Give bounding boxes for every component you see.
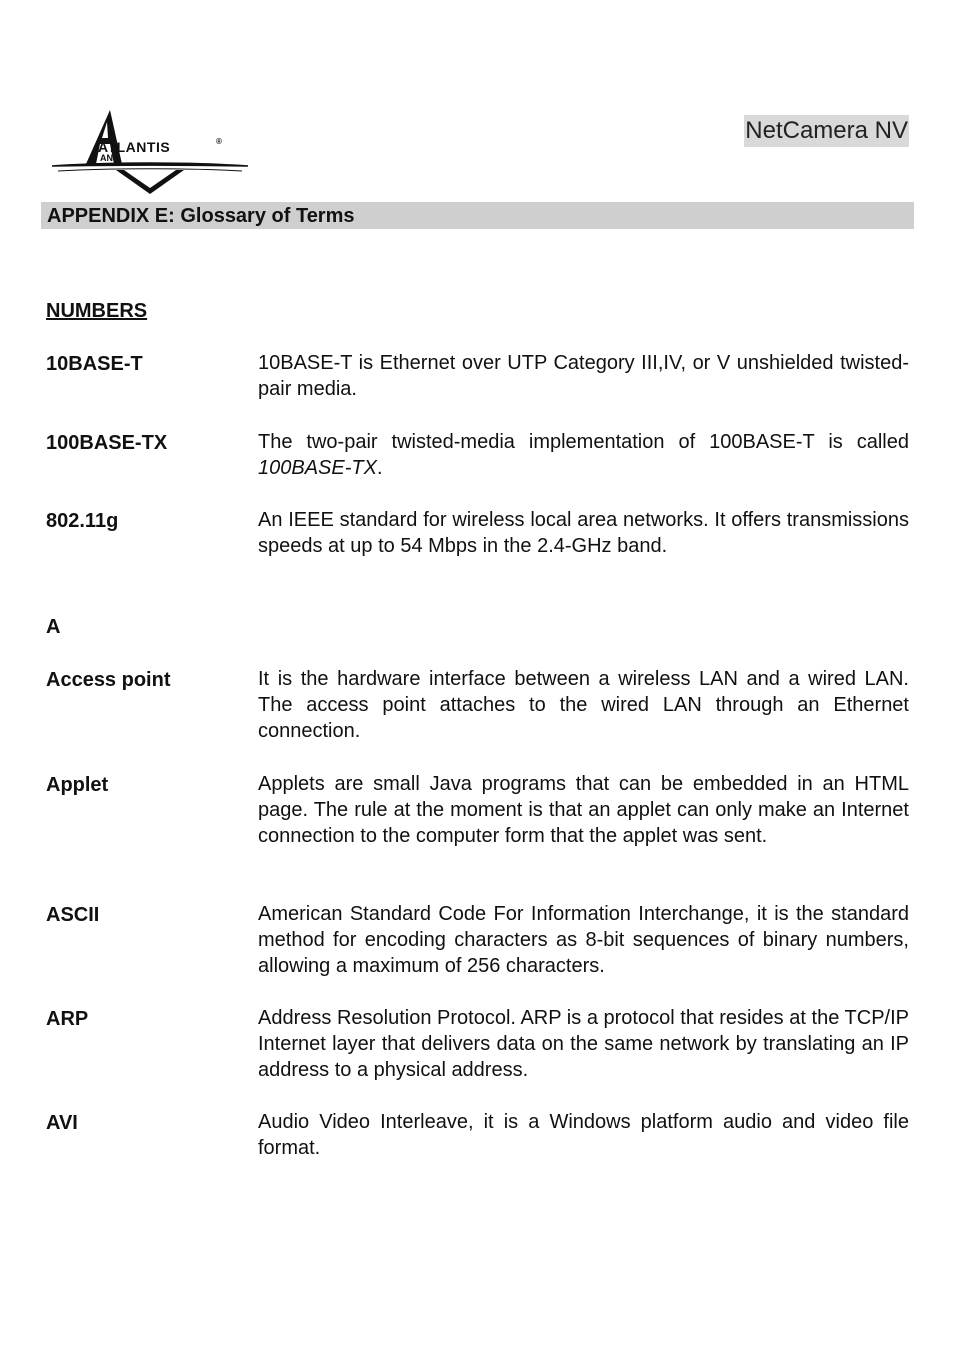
- definition-emphasis: 100BASE-TX: [258, 457, 377, 479]
- definition-text: The two-pair twisted-media implementation of 100BASE-T is called: [258, 431, 909, 453]
- section-heading-a: A: [46, 616, 61, 638]
- glossary-definition: It is the hardware interface between a wireless LAN and a wired LAN. The access point attaches to the wired LAN through an Ethernet connection.: [258, 668, 909, 742]
- glossary-definition: 10BASE-T is Ethernet over UTP Category III,IV, or V unshielded twisted-pair media.: [258, 352, 909, 400]
- appendix-title-bar: [41, 202, 914, 229]
- glossary-definition: Address Resolution Protocol. ARP is a protocol that resides at the TCP/IP Internet layer that delivers data on the same network by translating an IP address to a physical address.: [258, 1007, 909, 1081]
- glossary-definition: Audio Video Interleave, it is a Windows platform audio and video file format.: [258, 1111, 909, 1159]
- product-name: NetCamera NV: [744, 115, 909, 147]
- glossary-term: 802.11g: [46, 510, 119, 532]
- glossary-term: Applet: [46, 774, 109, 796]
- glossary-definition: [258, 429, 909, 481]
- section-heading-numbers: NUMBERS: [46, 300, 148, 322]
- logo-text: ATLANTIS: [98, 139, 171, 155]
- glossary-definition: An IEEE standard for wireless local area networks. It offers transmissions speeds at up to 54 Mbps in the 2.4-GHz band.: [258, 509, 909, 557]
- glossary-term: Access point: [46, 669, 171, 691]
- glossary-definition: Applets are small Java programs that can be embedded in an HTML page. The rule at the moment is that an applet can only make an Internet connection to the computer form that the applet was sent.: [258, 773, 909, 847]
- glossary-term: ASCII: [46, 904, 100, 926]
- glossary-term: 100BASE-TX: [46, 432, 168, 454]
- logo-subtext: AND: [100, 153, 120, 163]
- logo-registered-mark: ®: [216, 137, 222, 146]
- atlantis-land-logo: [50, 108, 250, 200]
- glossary-definition: American Standard Code For Information Interchange, it is the standard method for encoding characters as 8-bit sequences of binary numbers, allowing a maximum of 256 characters.: [258, 903, 909, 977]
- glossary-term: 10BASE-T: [46, 353, 143, 375]
- definition-text: .: [376, 457, 383, 479]
- appendix-title: APPENDIX E: Glossary of Terms: [47, 205, 355, 227]
- glossary-term: AVI: [46, 1112, 78, 1134]
- glossary-term: ARP: [46, 1008, 89, 1030]
